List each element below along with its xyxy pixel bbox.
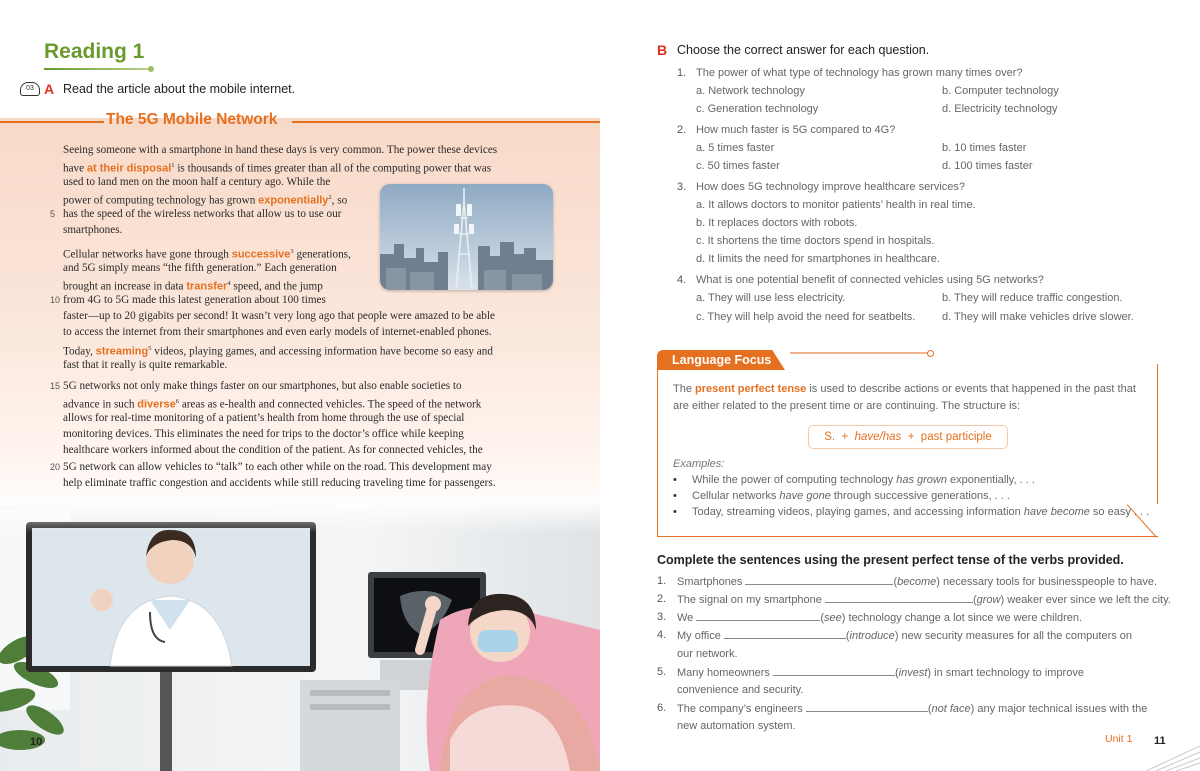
text: Today, streaming videos, playing games, and accessing information <box>692 506 1024 518</box>
section-b-letter: B <box>657 42 668 58</box>
article-line: used to land men on the moon half a century ago. While the <box>63 176 331 188</box>
city-skyline-image <box>380 184 553 290</box>
article-line: allows for real-time monitoring of a patient’s health from home through the use of special <box>63 412 465 424</box>
example-verb: have become <box>1023 506 1090 518</box>
question-text: The power of what type of technology has grown many times over? <box>696 67 1023 79</box>
verb-hint: introduce <box>849 630 895 642</box>
text: Many homeowners <box>677 667 773 679</box>
formula-auxiliary: have/has <box>854 431 902 443</box>
text: necessary tools for businesspeople to have. <box>939 576 1158 588</box>
text: in smart technology to improve <box>931 667 1084 679</box>
text: power of computing technology has grown <box>63 194 259 207</box>
unit-label: Unit 1 <box>1105 733 1133 745</box>
section-a-letter: A <box>44 81 55 97</box>
formula-plus: + <box>907 431 915 443</box>
text: My office <box>677 630 724 642</box>
answer-option[interactable]: d. They will make vehicles drive slower. <box>942 311 1134 323</box>
text: Cellular networks <box>692 490 780 502</box>
exercise-sentence: Smartphones (become) necessary tools for businesspeople to have. <box>677 576 1158 588</box>
footnote-mark: 6 <box>175 398 180 405</box>
bullet: • <box>673 474 677 486</box>
line-number: 15 <box>50 381 61 391</box>
footnote-mark: 3 <box>290 248 294 255</box>
text: is used to describe actions or events that happened in the past that <box>806 383 1136 395</box>
exercise-title: Complete the sentences using the present perfect tense of the verbs provided. <box>657 553 1124 567</box>
exercise-number: 3. <box>657 611 667 623</box>
article-line: to access the internet from their smartphones and even early models of internet-enabled phones. <box>63 326 492 338</box>
exercise-sentence: The signal on my smartphone (grow) weaker ever since we left the city. <box>677 594 1171 606</box>
answer-option[interactable]: a. Network technology <box>696 85 805 97</box>
title-rule-right <box>292 121 600 123</box>
footnote-mark: 5 <box>148 345 152 352</box>
examples-label: Examples: <box>673 458 725 470</box>
telehealth-photo <box>0 500 600 771</box>
grammar-keyword: present perfect tense <box>695 383 807 395</box>
article-line: help eliminate traffic congestion and accidents while still reducing traveling time for passengers. <box>63 477 496 489</box>
answer-option[interactable]: c. It shortens the time doctors spend in hospitals. <box>696 235 935 247</box>
exercise-number: 2. <box>657 593 667 605</box>
question-text: How does 5G technology improve healthcare services? <box>696 181 966 193</box>
article-line: has the speed of the wireless networks that allow us to use our <box>63 208 342 220</box>
article-line: monitoring devices. This eliminates the need for trips to the doctor’s office while keeping <box>63 428 464 440</box>
text: brought an increase in data <box>63 280 187 293</box>
text: new security measures for all the computers on <box>898 630 1133 642</box>
exercise-continuation: new automation system. <box>677 720 796 732</box>
language-focus-label: Language Focus <box>672 353 772 367</box>
answer-blank[interactable] <box>745 575 893 585</box>
question-number: 4. <box>677 274 687 286</box>
text: through successive generations, . . . <box>830 490 1010 502</box>
answer-option[interactable]: d. It limits the need for smartphones in healthcare. <box>696 253 940 265</box>
exercise-continuation: our network. <box>677 648 738 660</box>
audio-track-number: 03 <box>26 85 34 92</box>
article-title-row <box>0 110 600 132</box>
text: While the power of computing technology <box>692 474 897 486</box>
text: advance in such <box>63 398 138 411</box>
text: exponentially, . . . <box>947 474 1035 486</box>
audio-track-icon[interactable] <box>20 82 40 96</box>
language-focus-text <box>673 381 1143 414</box>
answer-blank[interactable] <box>696 611 820 621</box>
example-item <box>673 506 1149 518</box>
example-verb: have gone <box>779 490 831 502</box>
exercise-number: 6. <box>657 702 667 714</box>
circuit-decoration <box>790 352 930 354</box>
footnote-mark: 4 <box>227 280 231 287</box>
formula-subject: S. <box>824 431 836 443</box>
vocab-keyword: transfer <box>186 280 228 293</box>
article-line: smartphones. <box>63 224 123 236</box>
text: The signal on my smartphone <box>677 594 825 606</box>
answer-option[interactable]: b. They will reduce traffic congestion. <box>942 292 1123 304</box>
text: are either related to the present time or are continuing. The structure is: <box>673 399 1021 412</box>
answer-option[interactable]: b. Computer technology <box>942 85 1059 97</box>
verb-hint: invest <box>898 667 928 679</box>
text: We <box>677 612 697 624</box>
vocab-keyword: diverse <box>137 398 176 411</box>
exercise-sentence: The company’s engineers (not face) any major technical issues with the <box>677 703 1148 715</box>
section-a-instruction: Read the article about the mobile internet. <box>63 82 296 96</box>
line-number: 20 <box>50 462 61 472</box>
answer-option[interactable]: b. It replaces doctors with robots. <box>696 217 858 229</box>
line-number: 10 <box>50 295 61 305</box>
formula-plus: + <box>841 431 849 443</box>
verb-hint: not face <box>931 703 971 715</box>
grammar-formula <box>808 425 1008 449</box>
question-number: 1. <box>677 67 687 79</box>
example-item <box>673 490 1010 502</box>
text: any major technical issues with the <box>974 703 1148 715</box>
text: technology change a lot since we were children. <box>845 612 1083 624</box>
corner-decoration <box>1136 742 1200 771</box>
article-title: The 5G Mobile Network <box>106 111 278 128</box>
text: generations, <box>293 248 351 261</box>
example-verb: has grown <box>896 474 947 486</box>
bullet: • <box>673 506 677 518</box>
answer-option[interactable]: c. 50 times faster <box>696 160 780 172</box>
article-line: Seeing someone with a smartphone in hand these days is very common. The power these devices <box>63 144 498 156</box>
exercise-sentence: My office (introduce) new security measures for all the computers on <box>677 630 1133 642</box>
question-number: 3. <box>677 181 687 193</box>
answer-blank[interactable] <box>773 666 895 676</box>
footnote-mark: 2 <box>328 194 332 201</box>
text: Today, <box>63 345 96 358</box>
answer-option[interactable]: a. 5 times faster <box>696 142 775 154</box>
reading-title: Reading 1 <box>44 40 145 63</box>
exercise-sentence: We (see) technology change a lot since we were children. <box>677 612 1083 624</box>
page-number-right: 11 <box>1154 735 1166 747</box>
text: speed, and the jump <box>230 280 323 293</box>
doctor-video-call-image <box>0 500 600 771</box>
answer-blank[interactable] <box>806 702 928 712</box>
exercise-number: 4. <box>657 629 667 641</box>
text: weaker ever since we left the city. <box>1004 594 1171 606</box>
article-line: and 5G simply means “the fifth generation.” Each generation <box>63 262 337 274</box>
answer-option[interactable]: a. They will use less electricity. <box>696 292 846 304</box>
right-page <box>600 0 1200 771</box>
exercise-sentence: Many homeowners (invest) in smart technology to improve <box>677 667 1084 679</box>
question-text: How much faster is 5G compared to 4G? <box>696 124 896 136</box>
question-number: 2. <box>677 124 687 136</box>
title-rule-left <box>0 121 104 123</box>
verb-hint: become <box>897 576 937 588</box>
example-item <box>673 474 1035 486</box>
vocab-keyword: successive <box>231 248 291 261</box>
bullet: • <box>673 490 677 502</box>
section-b-instruction: Choose the correct answer for each question. <box>677 43 930 57</box>
text: The <box>673 383 696 395</box>
vocab-keyword: exponentially <box>258 194 329 207</box>
article-line: from 4G to 5G made this latest generation about 100 times <box>63 294 326 306</box>
text: , so <box>331 194 348 207</box>
answer-option[interactable]: c. Generation technology <box>696 103 819 115</box>
answer-blank[interactable] <box>825 593 973 603</box>
article-line: 5G network can allow vehicles to “talk” to each other while on the road. This development may <box>63 461 492 473</box>
text: videos, playing games, and accessing information have become so easy and <box>151 345 493 358</box>
text: The company’s engineers <box>677 703 806 715</box>
text: areas as e-health and connected vehicles. The speed of the network <box>179 398 482 411</box>
title-underline <box>44 68 150 70</box>
answer-option[interactable]: b. 10 times faster <box>942 142 1027 154</box>
answer-option[interactable]: d. Electricity technology <box>942 103 1058 115</box>
article-line: 5G networks not only make things faster on our smartphones, but also enable societies to <box>63 380 462 392</box>
vocab-keyword: streaming <box>95 345 149 358</box>
answer-option[interactable]: c. They will help avoid the need for seatbelts. <box>696 311 916 323</box>
text: Cellular networks have gone through <box>63 248 232 261</box>
question-text: What is one potential benefit of connected vehicles using 5G networks? <box>696 274 1044 286</box>
text: have <box>63 162 87 175</box>
verb-hint: grow <box>976 594 1001 606</box>
line-number: 5 <box>50 209 56 219</box>
city-tower-photo <box>380 184 553 290</box>
article-line: healthcare workers informed about the condition of the patient. As for connected vehicles, the <box>63 444 483 456</box>
answer-option[interactable]: a. It allows doctors to monitor patients’ health in real time. <box>696 199 976 211</box>
article-line: faster—up to 20 gigabits per second! It wasn’t very long ago that people were amazed to be able <box>63 310 495 322</box>
answer-option[interactable]: d. 100 times faster <box>942 160 1033 172</box>
answer-blank[interactable] <box>724 629 846 639</box>
exercise-number: 1. <box>657 575 667 587</box>
verb-hint: see <box>824 612 842 624</box>
formula-participle: past participle <box>920 431 992 443</box>
article-line: fast that it really is quite remarkable. <box>63 359 228 371</box>
footnote-mark: 1 <box>171 162 175 169</box>
page-number-left: 10 <box>30 736 43 748</box>
text: so easy . . . <box>1089 506 1150 518</box>
text: is thousands of times greater than all of the computing power that was <box>174 162 492 175</box>
text: Smartphones <box>677 576 746 588</box>
exercise-number: 5. <box>657 666 667 678</box>
vocab-keyword: at their disposal <box>86 162 172 175</box>
exercise-continuation: convenience and security. <box>677 684 804 696</box>
